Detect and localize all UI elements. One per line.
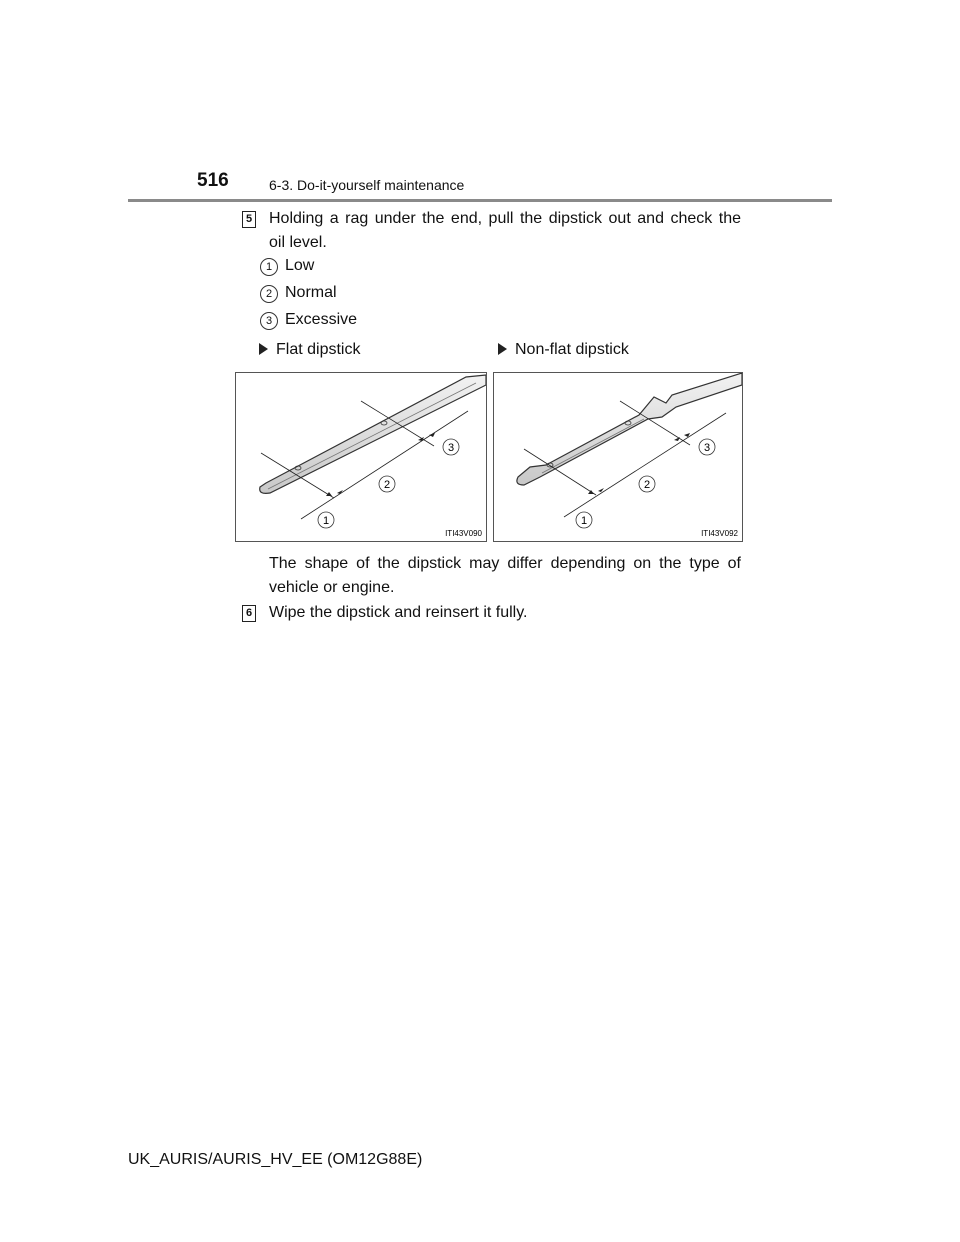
callout-1-label: 1 — [580, 515, 588, 527]
legend-number-1: 1 — [260, 258, 278, 276]
non-flat-dipstick-drawing — [494, 373, 742, 541]
step-5-text-line1: Holding a rag under the end, pull the dipstick out and check the — [269, 210, 741, 227]
triangle-bullet-icon — [498, 343, 507, 355]
non-flat-dipstick-heading-text: Non-flat dipstick — [515, 341, 629, 358]
note-line2: vehicle or engine. — [269, 579, 395, 596]
flat-dipstick-heading — [259, 341, 360, 359]
page-number: 516 — [197, 170, 229, 191]
triangle-bullet-icon — [259, 343, 268, 355]
figure-code: ITI43V090 — [445, 529, 482, 538]
non-flat-dipstick-heading — [498, 341, 629, 359]
legend-label-low: Low — [285, 257, 315, 274]
callout-3-label: 3 — [447, 442, 455, 454]
dipstick-shape-note — [269, 552, 741, 600]
flat-dipstick-illustration — [235, 372, 487, 542]
note-line1: The shape of the dipstick may differ depending on the type of — [269, 555, 741, 572]
legend-number-2: 2 — [260, 285, 278, 303]
legend-label-normal: Normal — [285, 284, 337, 301]
figure-code: ITI43V092 — [701, 529, 738, 538]
header-divider — [128, 199, 832, 202]
legend-number-3: 3 — [260, 312, 278, 330]
section-title: 6-3. Do-it-yourself maintenance — [269, 177, 465, 193]
step-6-text: Wipe the dipstick and reinsert it fully. — [269, 604, 528, 621]
flat-dipstick-drawing — [236, 373, 486, 541]
callout-1-label: 1 — [322, 515, 330, 527]
step-5-text — [269, 207, 741, 255]
step-6-badge: 6 — [242, 605, 256, 622]
callout-2-label: 2 — [643, 479, 651, 491]
non-flat-dipstick-illustration — [493, 372, 743, 542]
step-5-badge: 5 — [242, 211, 256, 228]
flat-dipstick-heading-text: Flat dipstick — [276, 341, 361, 358]
legend-label-excessive: Excessive — [285, 311, 358, 328]
callout-2-label: 2 — [383, 479, 391, 491]
manual-code-footer: UK_AURIS/AURIS_HV_EE (OM12G88E) — [128, 1151, 423, 1168]
callout-3-label: 3 — [703, 442, 711, 454]
step-5-text-line2: oil level. — [269, 234, 327, 251]
